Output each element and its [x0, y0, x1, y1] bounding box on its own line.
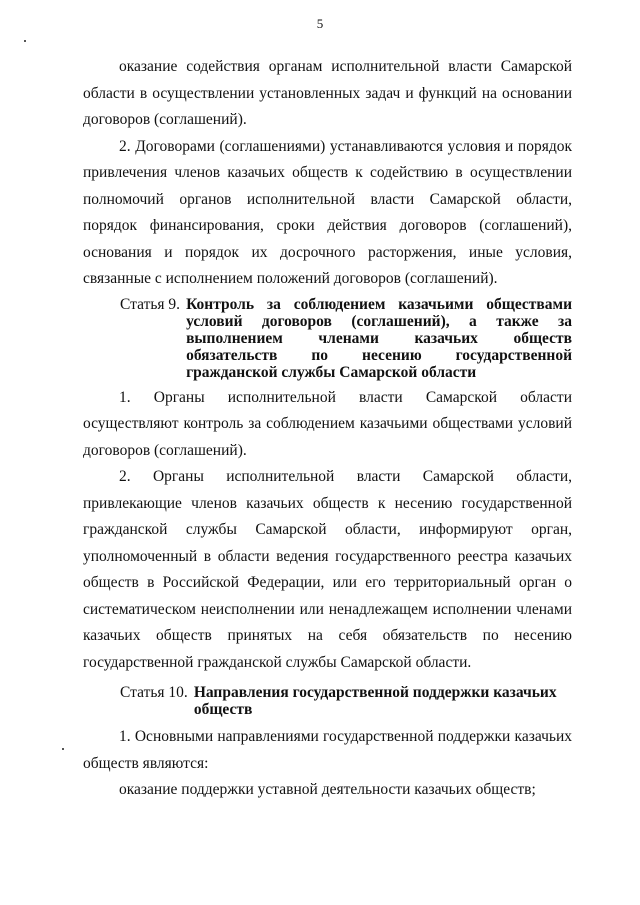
paragraph: 1. Органы исполнительной власти Самарской области осуществляют контроль за соблюдением казачьими обществами условий договоров (соглашений).: [83, 388, 572, 459]
scan-speck: [24, 40, 26, 42]
paragraph: 1. Основными направлениями государственной поддержки казачьих обществ являются:: [83, 728, 572, 772]
article-10-title: Направления государственной поддержки казачьих обществ: [193, 684, 557, 718]
article-9-heading: [120, 296, 572, 381]
article-10-label: Статья 10.: [120, 684, 188, 701]
paragraph: оказание содействия органам исполнительной власти Самарской области в осуществлении установленных задач и функций на основании договоров (соглашений).: [83, 58, 572, 128]
article-10-heading: [120, 684, 572, 718]
document-body: [83, 54, 572, 804]
scan-speck: [62, 748, 64, 750]
article-9-label: Статья 9.: [120, 295, 181, 313]
paragraph: оказание поддержки уставной деятельности казачьих обществ;: [119, 781, 536, 798]
paragraph: 2. Договорами (соглашениями) устанавливаются условия и порядок привлечения членов казачьих обществ к содействию в осуществлении полномочий органов исполнительной власти Самарской области, порядок финансирования, сроки действия договоров (соглашений), основания и порядок их досрочного расторжения, иные условия, связанные с исполнением положений договоров (соглашений).: [83, 137, 572, 287]
article-9-title: Контроль за соблюдением казачьими обществами условий договоров (соглашений), а также за выполнением членами казачьих обществ обязательств по несению государственной гражданской службы Самарской области: [186, 295, 572, 381]
paragraph: 2. Органы исполнительной власти Самарской области, привлекающие членов казачьих обществ к несению государственной гражданской службы Самарской области, информируют орган, уполномоченный в области ведения государственного реестра казачьих обществ в Российской Федерации, или его территориальный орган о систематическом неисполнении или ненадлежащем исполнении членами казачьих обществ принятых на себя обязательств по несению государственной гражданской службы Самарской области.: [83, 468, 572, 671]
page-number: 5: [316, 16, 324, 31]
